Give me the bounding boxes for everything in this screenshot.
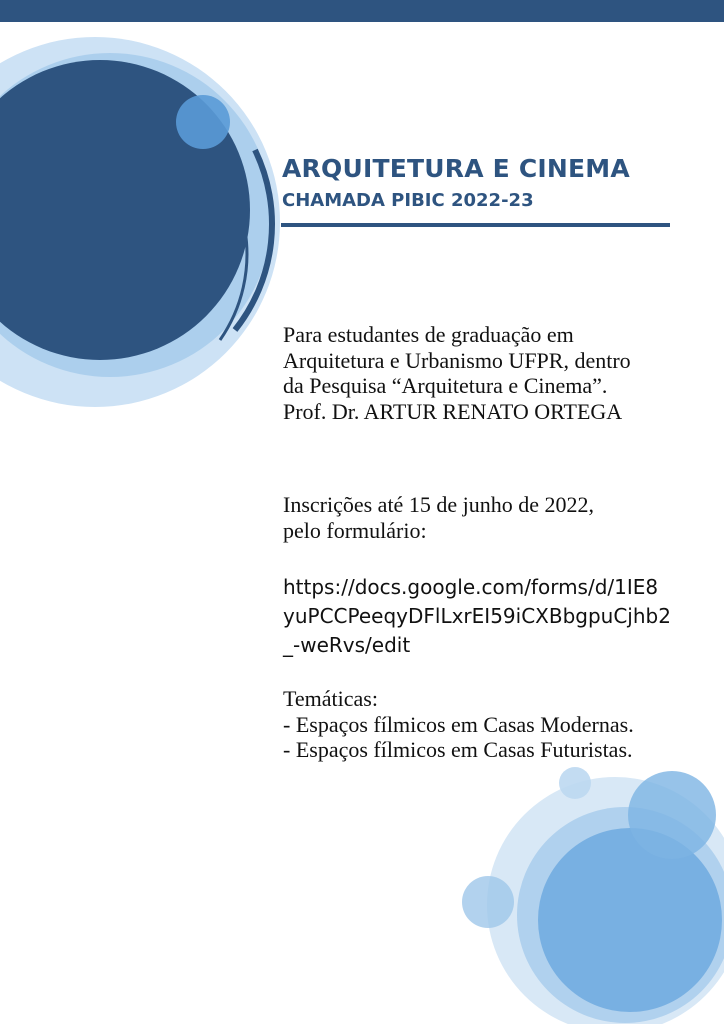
deco-circle-small bbox=[176, 95, 230, 149]
deco-circle-br-top bbox=[628, 771, 716, 859]
deadline-paragraph bbox=[283, 492, 703, 543]
form-link-line: https://docs.google.com/forms/d/1IE8 bbox=[283, 575, 659, 599]
form-link-line: yuPCCPeeqyDFlLxrEI59iCXBbgpuCjhb2 bbox=[283, 604, 671, 628]
intro-line: Prof. Dr. ARTUR RENATO ORTEGA bbox=[283, 398, 623, 424]
intro-paragraph bbox=[283, 322, 703, 424]
title-divider bbox=[281, 223, 670, 227]
intro-line: Arquitetura e Urbanismo UFPR, dentro bbox=[283, 347, 631, 373]
theme-item: - Espaços fílmicos em Casas Modernas. bbox=[283, 711, 634, 737]
deco-circle-br-inner bbox=[538, 828, 722, 1012]
page-subtitle: CHAMADA PIBIC 2022-23 bbox=[282, 190, 534, 211]
page-title: ARQUITETURA E CINEMA bbox=[282, 154, 630, 183]
deadline-line: pelo formulário: bbox=[283, 517, 427, 543]
themes-heading: Temáticas: bbox=[283, 686, 378, 711]
form-link-line: _-weRvs/edit bbox=[283, 633, 411, 657]
deco-circle-br-left bbox=[462, 876, 514, 928]
deadline-line: Inscrições até 15 de junho de 2022, bbox=[283, 492, 594, 517]
theme-item: - Espaços fílmicos em Casas Futuristas. bbox=[283, 737, 633, 762]
form-link[interactable] bbox=[283, 573, 703, 660]
deco-circle-br-dot bbox=[559, 767, 591, 799]
intro-line: da Pesquisa “Arquitetura e Cinema”. bbox=[283, 373, 608, 398]
themes-section bbox=[283, 686, 703, 763]
title-block bbox=[282, 152, 682, 214]
intro-line: Para estudantes de graduação em bbox=[283, 322, 574, 347]
